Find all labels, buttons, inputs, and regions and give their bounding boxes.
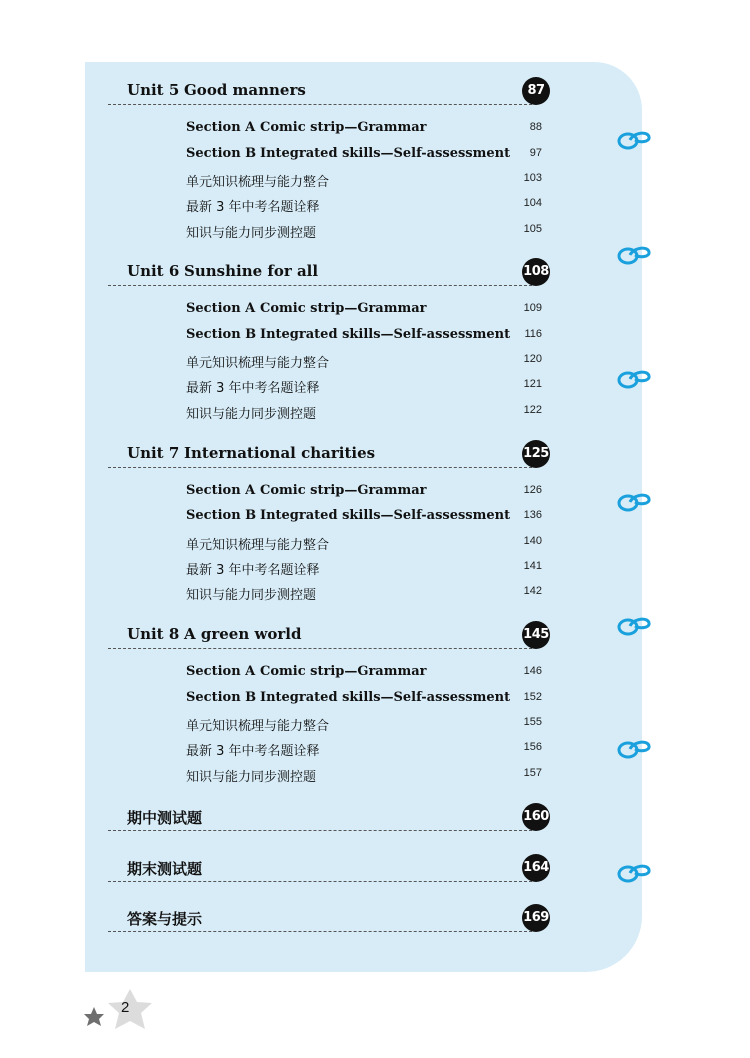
unit-title: Unit 5 Good manners [127, 81, 306, 99]
dashed-divider [108, 467, 532, 468]
unit-heading[interactable] [108, 77, 550, 105]
exam-heading-midterm[interactable] [108, 803, 550, 831]
unit-heading[interactable] [108, 621, 550, 649]
ring-icon [616, 367, 652, 391]
ring-icon [616, 490, 652, 514]
toc-entry[interactable]: Section B Integrated skills—Self-assessment 116 [186, 327, 542, 342]
toc-entry[interactable]: 知识与能力同步测控题 122 [186, 404, 542, 422]
exam-title: 期末测试题 [127, 860, 203, 878]
toc-entry[interactable]: Section A Comic strip—Grammar 88 [186, 120, 542, 135]
unit-heading[interactable] [108, 258, 550, 286]
unit-title: Unit 6 Sunshine for all [127, 262, 319, 280]
page-number: 2 [121, 999, 130, 1016]
toc-entry[interactable]: Section B Integrated skills—Self-assessment 97 [186, 146, 542, 161]
toc-entry[interactable]: 最新 3 年中考名题诠释 104 [186, 197, 542, 215]
page-badge: 108 [522, 258, 550, 286]
toc-entry[interactable]: Section B Integrated skills—Self-assessment 136 [186, 508, 542, 523]
page-badge: 125 [522, 440, 550, 468]
ring-icon [616, 243, 652, 267]
toc-entry[interactable]: Section A Comic strip—Grammar 146 [186, 664, 542, 679]
ring-icon [616, 737, 652, 761]
toc-entry[interactable]: Section B Integrated skills—Self-assessment 152 [186, 690, 542, 705]
toc-entry[interactable]: 单元知识梳理与能力整合 103 [186, 172, 542, 190]
page-badge: 164 [522, 854, 550, 882]
dashed-divider [108, 648, 532, 649]
toc-entry[interactable]: 最新 3 年中考名题诠释 121 [186, 378, 542, 396]
toc-entry[interactable]: 单元知识梳理与能力整合 120 [186, 353, 542, 371]
ring-icon [616, 614, 652, 638]
page-badge: 145 [522, 621, 550, 649]
exam-heading-final[interactable] [108, 854, 550, 882]
toc-entry[interactable]: 最新 3 年中考名题诠释 141 [186, 560, 542, 578]
unit-heading[interactable] [108, 440, 550, 468]
toc-entry[interactable]: 最新 3 年中考名题诠释 156 [186, 741, 542, 759]
toc-entry[interactable]: 知识与能力同步测控题 157 [186, 767, 542, 785]
toc-entry[interactable]: 单元知识梳理与能力整合 140 [186, 535, 542, 553]
unit-title: Unit 7 International charities [127, 444, 376, 462]
ring-icon [616, 128, 652, 152]
dashed-divider [108, 931, 532, 932]
answers-title: 答案与提示 [127, 910, 203, 928]
dashed-divider [108, 881, 532, 882]
toc-entry[interactable]: Section A Comic strip—Grammar 126 [186, 483, 542, 498]
exam-title: 期中测试题 [127, 809, 203, 827]
page-badge: 169 [522, 904, 550, 932]
unit-title: Unit 8 A green world [127, 625, 302, 643]
dashed-divider [108, 830, 532, 831]
toc-entry[interactable]: 知识与能力同步测控题 105 [186, 223, 542, 241]
toc-entry[interactable]: Section A Comic strip—Grammar 109 [186, 301, 542, 316]
dashed-divider [108, 104, 532, 105]
ring-icon [616, 861, 652, 885]
answers-heading[interactable] [108, 904, 550, 932]
page-badge: 160 [522, 803, 550, 831]
toc-entry[interactable]: 知识与能力同步测控题 142 [186, 585, 542, 603]
dashed-divider [108, 285, 532, 286]
page-badge: 87 [522, 77, 550, 105]
toc-entry[interactable]: 单元知识梳理与能力整合 155 [186, 716, 542, 734]
